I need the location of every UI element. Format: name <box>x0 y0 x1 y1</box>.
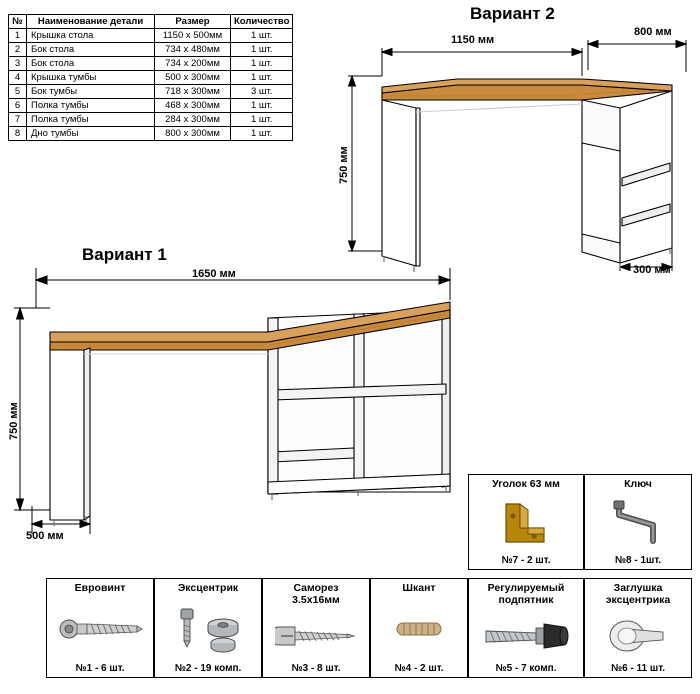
table-header-num: № <box>9 15 27 29</box>
cell-size: 468 х 300мм <box>155 99 231 113</box>
cell-num: 8 <box>9 127 27 141</box>
cell-size: 734 х 200мм <box>155 57 231 71</box>
cell-num: 4 <box>9 71 27 85</box>
variant2-dim-top-right: 800 мм <box>634 26 672 38</box>
cell-qty: 1 шт. <box>231 113 293 127</box>
table-row <box>9 85 293 99</box>
cell-size: 500 х 300мм <box>155 71 231 85</box>
cell-name: Крышка тумбы <box>27 71 155 85</box>
variant2-title: Вариант 2 <box>470 4 555 23</box>
hardware-title-line1: Заглушка <box>613 582 663 594</box>
hardware-title: Ключ <box>624 478 652 490</box>
table-row <box>9 43 293 57</box>
variant2-drawing <box>320 28 700 283</box>
hardware-cell-klyuch <box>584 474 692 570</box>
hardware-cell-ugolok <box>468 474 584 570</box>
cell-name: Дно тумбы <box>27 127 155 141</box>
confirmat-screw-icon <box>47 599 153 659</box>
cell-qty: 1 шт. <box>231 29 293 43</box>
hardware-cell-shkant <box>370 578 468 678</box>
cell-size: 1150 х 500мм <box>155 29 231 43</box>
variant2-dim-depth: 300 мм <box>633 264 671 276</box>
table-row <box>9 29 293 43</box>
hardware-qty: №8 - 1шт. <box>614 555 662 566</box>
hardware-title: Эксцентрик <box>177 582 239 594</box>
hardware-title: Евровинт <box>74 582 126 594</box>
hardware-cell-ekstsentrik <box>154 578 262 678</box>
cell-num: 7 <box>9 113 27 127</box>
cell-qty: 1 шт. <box>231 57 293 71</box>
cell-name: Бок тумбы <box>27 85 155 99</box>
cell-size: 734 х 480мм <box>155 43 231 57</box>
cell-num: 1 <box>9 29 27 43</box>
hardware-title-line1: Регулируемый <box>487 582 565 594</box>
cam-cover-cap-icon <box>585 613 691 659</box>
hardware-cell-zaglushka <box>584 578 692 678</box>
cell-qty: 3 шт. <box>231 85 293 99</box>
cell-name: Полка тумбы <box>27 99 155 113</box>
hardware-qty: №5 - 7 комп. <box>495 663 557 674</box>
variant1-dim-width: 1650 мм <box>192 268 236 280</box>
cell-num: 6 <box>9 99 27 113</box>
variant1-drawing <box>6 262 476 562</box>
hardware-cell-podpyatnik <box>468 578 584 678</box>
cell-num: 3 <box>9 57 27 71</box>
table-row <box>9 113 293 127</box>
hardware-cell-evrovint <box>46 578 154 678</box>
cell-qty: 1 шт. <box>231 99 293 113</box>
cell-size: 284 х 300мм <box>155 113 231 127</box>
table-header-row <box>9 15 293 29</box>
hardware-title: Шкант <box>402 582 436 594</box>
cam-lock-icon <box>155 599 261 659</box>
hardware-title-line2: подпятник <box>498 594 554 606</box>
hardware-cell-samorez <box>262 578 370 678</box>
table-header-name: Наименование детали <box>27 15 155 29</box>
hardware-qty: №3 - 8 шт. <box>291 663 341 674</box>
table-row <box>9 71 293 85</box>
hardware-qty: №7 - 2 шт. <box>501 555 551 566</box>
hardware-qty: №2 - 19 комп. <box>174 663 242 674</box>
table-row <box>9 57 293 71</box>
hardware-qty: №1 - 6 шт. <box>75 663 125 674</box>
cell-name: Крышка стола <box>27 29 155 43</box>
variant1-dim-depth: 500 мм <box>26 530 64 542</box>
hardware-title-line2: эксцентрика <box>605 594 671 606</box>
table-header-size: Размер <box>155 15 231 29</box>
cell-qty: 1 шт. <box>231 127 293 141</box>
hardware-title-line2: 3.5х16мм <box>292 594 340 606</box>
cell-num: 5 <box>9 85 27 99</box>
corner-bracket-icon <box>469 495 583 551</box>
hardware-title: Уголок 63 мм <box>492 478 560 490</box>
hardware-qty: №6 - 11 шт. <box>610 663 666 674</box>
variant2-dim-top-left: 1150 мм <box>451 34 495 46</box>
variant1-dim-height: 750 мм <box>8 402 20 440</box>
variant2-dim-height: 750 мм <box>338 146 350 184</box>
hex-key-icon <box>585 495 691 551</box>
cell-name: Бок стола <box>27 43 155 57</box>
self-tapping-screw-icon <box>263 613 369 659</box>
table-row <box>9 127 293 141</box>
variant1-title: Вариант 1 <box>82 245 167 264</box>
cell-qty: 1 шт. <box>231 43 293 57</box>
cell-qty: 1 шт. <box>231 71 293 85</box>
hardware-qty: №4 - 2 шт. <box>394 663 444 674</box>
parts-table <box>8 14 293 141</box>
table-row <box>9 99 293 113</box>
cell-size: 800 х 300мм <box>155 127 231 141</box>
dowel-icon <box>371 599 467 659</box>
cell-name: Полка тумбы <box>27 113 155 127</box>
hardware-title-line1: Саморез <box>293 582 339 594</box>
cell-size: 718 х 300мм <box>155 85 231 99</box>
adjustable-foot-icon <box>469 613 583 659</box>
table-header-qty: Количество <box>231 15 293 29</box>
cell-name: Бок стола <box>27 57 155 71</box>
cell-num: 2 <box>9 43 27 57</box>
